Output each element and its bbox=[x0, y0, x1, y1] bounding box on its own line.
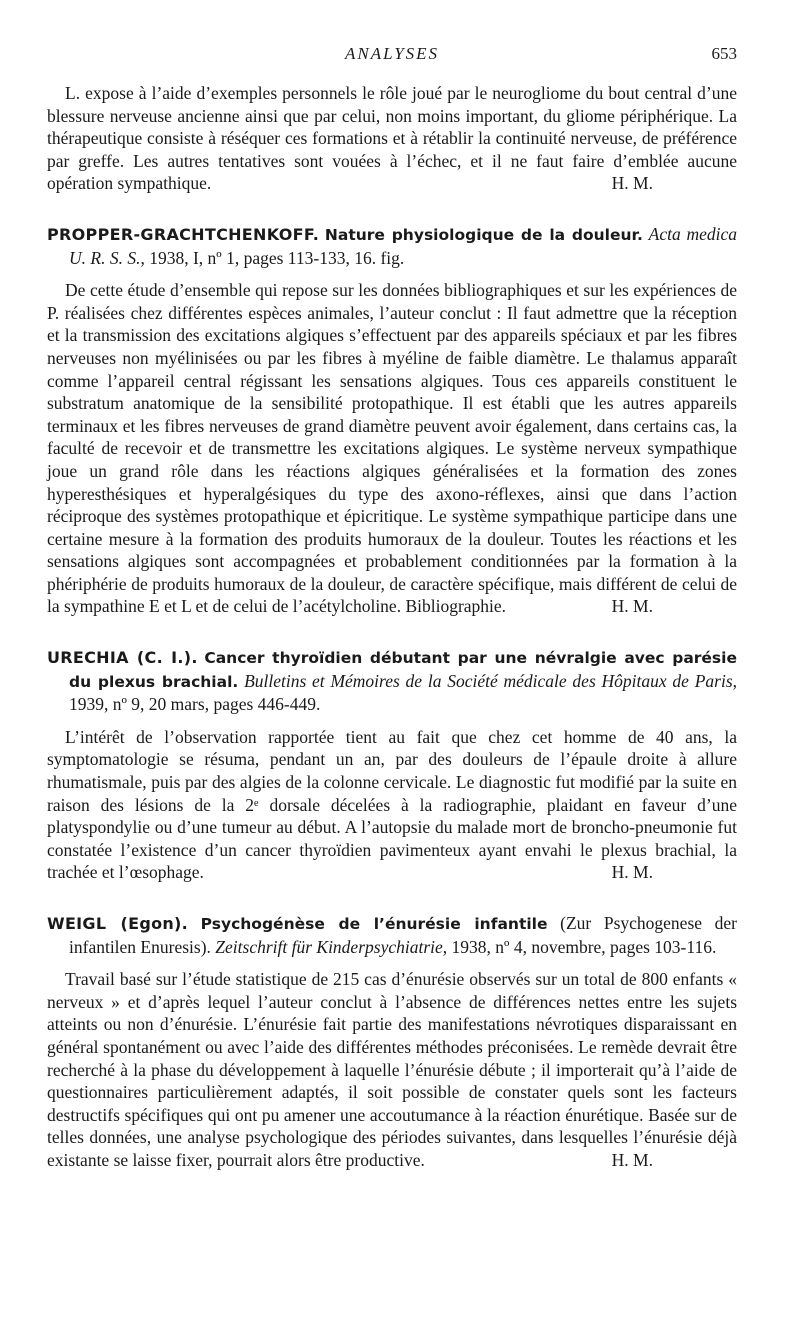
review-body bbox=[47, 968, 737, 1171]
review-signature: H. M. bbox=[611, 862, 653, 883]
running-title: ANALYSES bbox=[344, 44, 440, 63]
review-reference bbox=[47, 646, 737, 716]
review-body-text: L’intérêt de l’observation rapportée tient au fait que chez cet homme de 40 ans, la symptomatologie se résuma, pendant un an, par des douleurs de l’épaule droite à allure rhumatismale, puis par des algies de la colonne cervicale. Le diagnostic fut modifié par la suite en raison des lésions de la 2ᵉ dorsale décelées à la radiographie, plaidant en faveur d’une platyspondylie ou d’une tumeur au début. A l’autopsie du malade mort de broncho-pneumonie fut constatée l’existence d’un cancer thyroïdien pavimenteux ayant envahi le plexus brachial, la trachée et l’œsophage. bbox=[47, 726, 737, 883]
intro-paragraph bbox=[47, 82, 737, 195]
review-journal: Acta medica U. R. S. S. bbox=[69, 223, 738, 268]
running-head bbox=[47, 40, 737, 70]
review-propper bbox=[47, 223, 737, 618]
intro-signature: H. M. bbox=[611, 173, 653, 194]
review-journal: Zeitschrift für Kinderpsychiatrie bbox=[215, 936, 443, 957]
review-body-text: Travail basé sur l’étude statistique de 215 cas d’énurésie observés sur un total de 800 enfants « nerveux » et d’après lequel l’auteur conclut à l’absence de différences nettes entre les sujets atteints ou non d’énurésie. L’énurésie fait partie des manifestations névrotiques disparaissant en général spontanément ou avec l’aide des différentes méthodes préconisées. Le remède devrait être recherché à la phase du développement à laquelle l’énurésie débute ; il importerait qu’à l’aide de questionnaires particulièrement adaptés, il soit possible de constater quels sont les facteurs destructifs spécifiques qui ont pu amener une accoutumance à la réaction énurétique. Basée sur de telles données, une analyse psychologique des périodes suivantes, dans lesquelles l’énurésie déjà existante se laisse fixer, pourrait alors être productive. bbox=[47, 969, 737, 1170]
review-citation: , 1938, I, nº 1, pages 113-133, 16. fig. bbox=[140, 247, 405, 268]
page-number: 653 bbox=[711, 44, 737, 63]
review-signature: H. M. bbox=[611, 596, 653, 617]
review-signature: H. M. bbox=[611, 1149, 653, 1170]
review-weigl bbox=[47, 912, 737, 1172]
review-urechia bbox=[47, 646, 737, 884]
review-body bbox=[47, 279, 737, 618]
review-original-title: (Zur Psychogenese der infantilen Enuresis). bbox=[69, 913, 737, 957]
page bbox=[47, 40, 737, 1172]
intro-text: L. expose à l’aide d’exemples personnels le rôle joué par le neurogliome du bout central d’une blessure nerveuse ancienne ainsi que par celui, non moins important, du gliome périphérique. La thérapeutique consiste à réséquer ces formations et à rétablir la continuité nerveuse, de préférence par greffe. Les autres tentatives sont vouées à l’échec, et il ne faut faire d’emblée aucune opération sympathique. bbox=[47, 83, 737, 194]
review-reference bbox=[47, 223, 737, 269]
review-body-text: De cette étude d’ensemble qui repose sur les données bibliographiques et sur les expériences de P. réalisées chez différentes espèces animales, l’auteur conclut : Il faut admettre que la réception et la transmission des excitations algiques s’effectuent par des appareils spéciaux et par les fibres nerveuses non myélinisées ou par les fibres à myéline de faible diamètre. Le thalamus apparaît comme l’appareil central régissant les sensations algiques. Tous ces appareils constituent le substratum anatomique de la sensibilité protopathique. Il est établi que les autres appareils terminaux et les fibres nerveuses de grand diamètre peuvent avoir également, dans certains cas, la faculté de recevoir et de transmettre les excitations algiques. Le système nerveux sympathique joue un grand rôle dans les réactions algiques généralisées et la formation des zones hyperesthésiques et hyperalgésiques du type des axono-réflexes, ainsi que dans l’action réciproque des systèmes protopathique et épicritique. Le système sympathique participe dans une certaine mesure à la formation des produits humoraux de la douleur. Toutes les réactions et les sensations algiques sont accompagnées et probablement conditionnées par la formation à la phériphérie de produits humoraux de la douleur, de caractère spécifique, mais différent de celui de la sympathine E et L et de celui de l’acétylcholine. Bibliographie. bbox=[47, 280, 737, 617]
review-author: WEIGL (Egon). bbox=[47, 914, 189, 933]
review-title: Cancer thyroïdien débutant par une névralgie avec parésie du plexus brachial. bbox=[69, 649, 737, 691]
review-citation: , 1938, nº 4, novembre, pages 103-116. bbox=[442, 936, 717, 957]
review-journal: Bulletins et Mémoires de la Société médicale des Hôpitaux de Paris bbox=[244, 670, 733, 691]
review-body bbox=[47, 726, 737, 884]
review-reference bbox=[47, 912, 737, 958]
review-citation: , 1939, nº 9, 20 mars, pages 446-449. bbox=[69, 670, 738, 715]
review-title: Psychogénèse de l’énurésie infantile bbox=[200, 915, 548, 933]
review-author: URECHIA (C. I.). bbox=[47, 648, 198, 668]
review-title: Nature physiologique de la douleur. bbox=[324, 225, 643, 244]
review-author: PROPPER-GRACHTCHENKOFF. bbox=[47, 224, 320, 244]
